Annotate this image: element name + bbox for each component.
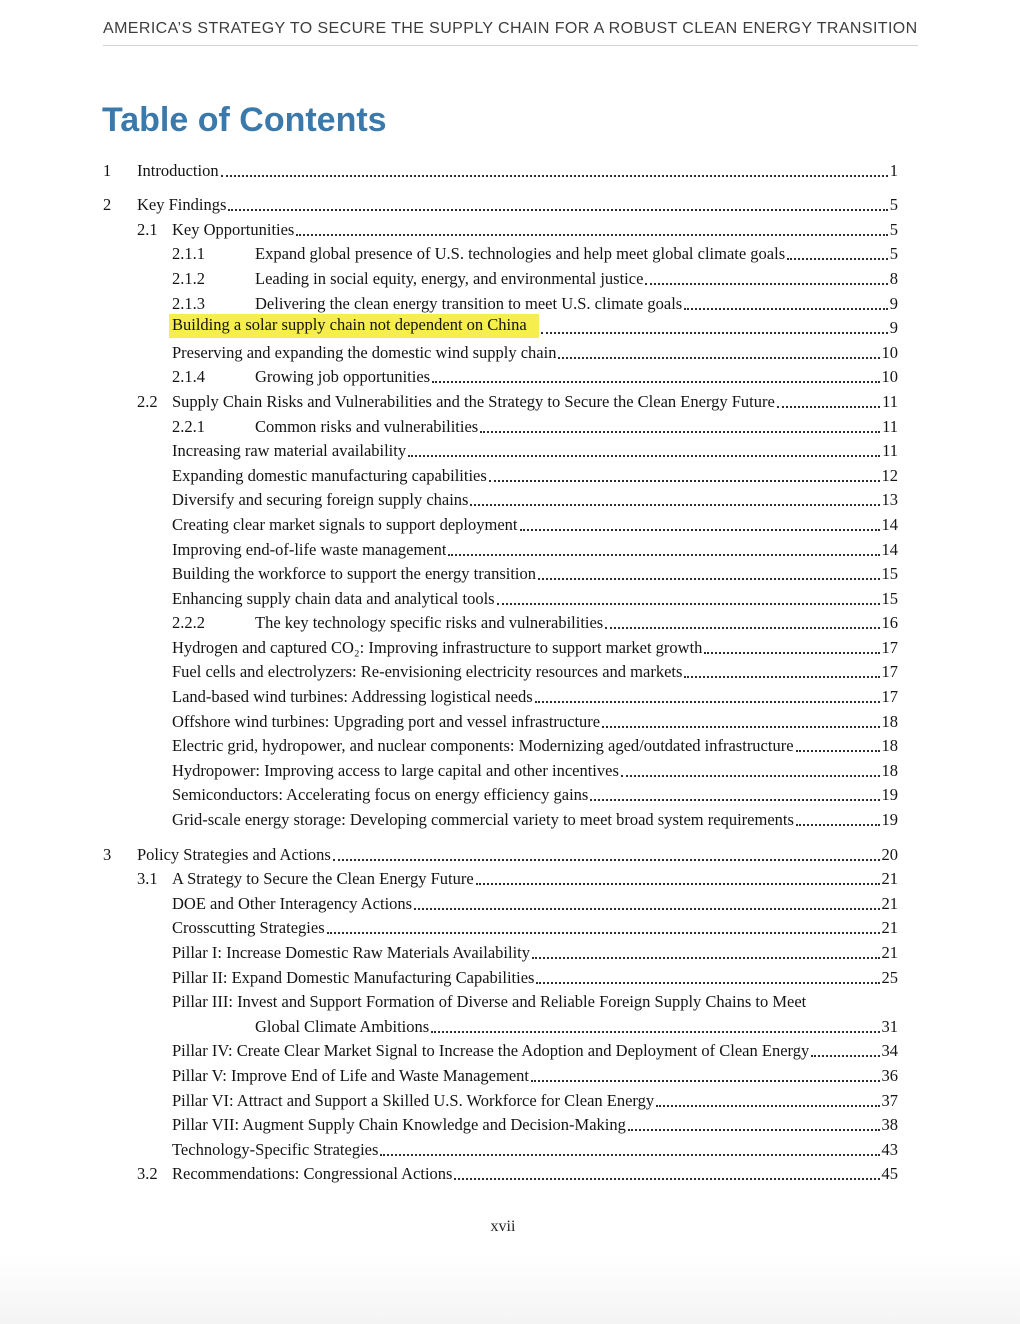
toc-entry-label: A Strategy to Secure the Clean Energy Future — [172, 869, 474, 889]
toc-leader-dots — [602, 726, 879, 728]
toc-page-number: 11 — [882, 416, 898, 436]
toc-page-number: 17 — [881, 637, 898, 657]
toc-entry-label: Key Findings — [137, 195, 227, 215]
toc-entry[interactable] — [103, 963, 898, 988]
toc-entry[interactable] — [103, 840, 898, 865]
toc-entry-label: Introduction — [137, 160, 219, 180]
toc-entry-label: Pillar V: Improve End of Life and Waste Management — [172, 1065, 529, 1085]
toc-entry[interactable] — [103, 1037, 898, 1062]
toc-leader-dots — [645, 283, 887, 285]
toc-entry[interactable] — [103, 363, 898, 388]
toc-entry-label: Common risks and vulnerabilities — [255, 416, 479, 436]
toc-leader-dots — [221, 175, 888, 177]
toc-page-number: 18 — [881, 711, 898, 731]
toc-leader-dots — [408, 455, 880, 457]
toc-page-number: 25 — [881, 967, 898, 987]
toc-leader-dots — [787, 258, 888, 260]
toc-leader-dots — [532, 957, 879, 959]
toc-page-number: 11 — [882, 441, 898, 461]
toc-leader-dots — [520, 529, 880, 531]
toc-leader-dots — [796, 824, 880, 826]
toc-entry[interactable] — [103, 889, 898, 914]
toc-entry[interactable] — [103, 338, 898, 363]
toc-page-number: 21 — [881, 893, 898, 913]
toc-entry-label: Supply Chain Risks and Vulnerabilities and the Strategy to Secure the Clean Energy Future — [172, 391, 775, 411]
toc-page-number: 19 — [881, 785, 898, 805]
toc-entry[interactable] — [103, 732, 898, 757]
toc-page-number: 8 — [889, 268, 898, 288]
footer-page-number: xvii — [490, 1218, 516, 1235]
toc-page-number: 31 — [881, 1016, 898, 1036]
toc-leader-dots — [432, 381, 879, 383]
toc-entry-label: Land-based wind turbines: Addressing logistical needs — [172, 687, 533, 707]
toc-leader-dots — [796, 750, 880, 752]
toc-entry-label: Electric grid, hydropower, and nuclear components: Modernizing aged/outdated infrastructure — [172, 736, 794, 756]
toc-entry-label: Creating clear market signals to support deployment — [172, 514, 518, 534]
toc-page-number: 37 — [881, 1090, 898, 1110]
toc-entry-number: 2.2 — [137, 391, 158, 411]
toc-leader-dots — [538, 578, 880, 580]
toc-page-number: 15 — [881, 564, 898, 584]
toc-entry[interactable] — [103, 1111, 898, 1136]
toc-entry-label: Global Climate Ambitions — [255, 1016, 430, 1036]
toc-page-number: 10 — [881, 367, 898, 387]
toc-page-number: 14 — [881, 539, 898, 559]
toc-entry-label: Pillar II: Expand Domestic Manufacturing Capabilities — [172, 967, 535, 987]
toc-entry-label: Fuel cells and electrolyzers: Re-envisioning electricity resources and markets — [172, 662, 683, 682]
toc-page-number: 12 — [881, 465, 898, 485]
toc-entry-label: Expand global presence of U.S. technologies and help meet global climate goals — [255, 244, 786, 264]
toc-leader-dots — [535, 701, 880, 703]
toc-entry-number: 2.1.4 — [172, 367, 205, 387]
toc-entry[interactable] — [103, 412, 898, 437]
toc-entry[interactable] — [103, 865, 898, 890]
toc-entry-label: Preserving and expanding the domestic wind supply chain — [172, 342, 557, 362]
toc-page-number: 9 — [889, 318, 898, 338]
toc-entry-number: 2.2.1 — [172, 416, 205, 436]
toc-page-number: 17 — [881, 687, 898, 707]
toc-leader-dots — [621, 775, 880, 777]
toc-leader-dots — [448, 554, 879, 556]
toc-entry-label: Pillar VII: Augment Supply Chain Knowledge and Decision-Making — [172, 1115, 626, 1135]
toc-entry-label: Pillar IV: Create Clear Market Signal to Increase the Adoption and Deployment of Clean Energy — [172, 1041, 810, 1061]
toc-entry[interactable] — [103, 1135, 898, 1160]
toc-entry-number: 2.1.2 — [172, 268, 205, 288]
toc-page-number: 18 — [881, 736, 898, 756]
toc-entry[interactable] — [103, 1012, 898, 1037]
toc-leader-dots — [380, 1154, 879, 1156]
toc-leader-dots — [476, 883, 880, 885]
toc-leader-dots — [536, 982, 879, 984]
toc-entry[interactable] — [103, 938, 898, 963]
toc-leader-dots — [414, 908, 879, 910]
toc-page-number: 13 — [881, 490, 898, 510]
toc-page-number: 16 — [881, 613, 898, 633]
toc-entry[interactable] — [103, 1086, 898, 1111]
toc-leader-dots — [228, 209, 887, 211]
toc-entry-number: 2 — [103, 195, 112, 215]
toc-leader-dots — [590, 799, 879, 801]
toc-leader-dots — [605, 627, 879, 629]
toc-page-number: 43 — [881, 1139, 898, 1159]
toc-page-number: 20 — [881, 844, 898, 864]
toc-page-number: 17 — [881, 662, 898, 682]
toc-entry[interactable] — [103, 387, 898, 412]
toc-page-number: 18 — [881, 760, 898, 780]
toc-page-number: 5 — [889, 244, 898, 264]
toc-page-number: 21 — [881, 943, 898, 962]
toc-page-number: 1 — [889, 160, 898, 180]
toc-entry-label: Recommendations: Congressional Actions — [172, 1164, 453, 1184]
toc-entry-label: Offshore wind turbines: Upgrading port and vessel infrastructure — [172, 711, 601, 731]
toc-leader-dots — [431, 1031, 879, 1033]
toc-page-number: 36 — [881, 1065, 898, 1085]
toc-entry[interactable] — [103, 240, 898, 265]
toc-entry[interactable] — [103, 914, 898, 939]
toc-entry-label: Pillar III: Invest and Support Formation of Diverse and Reliable Foreign Supply Chains to Meet — [172, 992, 807, 1012]
toc-leader-dots — [489, 480, 880, 482]
toc-entry-number: 2.1.1 — [172, 244, 205, 264]
toc-leader-dots — [628, 1129, 880, 1131]
toc-entry[interactable] — [103, 535, 898, 560]
toc-leader-dots — [470, 504, 879, 506]
running-header: AMERICA’S STRATEGY TO SECURE THE SUPPLY CHAIN FOR A ROBUST CLEAN ENERGY TRANSITION — [103, 20, 918, 37]
toc-entry[interactable] — [103, 437, 898, 462]
toc-leader-dots — [454, 1178, 879, 1180]
toc-entry[interactable] — [103, 156, 898, 181]
toc-page-number: 5 — [889, 195, 898, 215]
header-rule — [103, 45, 918, 46]
toc-page-number: 14 — [881, 514, 898, 534]
table-of-contents — [103, 146, 898, 1184]
toc-entry[interactable] — [103, 1160, 898, 1185]
toc-leader-dots — [497, 603, 880, 605]
toc-entry-label: Hydrogen and captured CO₂: Improving infrastructure to support market growth — [172, 637, 703, 657]
toc-entry-label: Policy Strategies and Actions — [137, 844, 331, 864]
toc-entry-label: Diversify and securing foreign supply chains — [172, 490, 469, 510]
toc-page-number: 21 — [881, 869, 898, 889]
toc-leader-dots — [656, 1105, 879, 1107]
toc-entry[interactable] — [103, 461, 898, 486]
toc-leader-dots — [684, 676, 879, 678]
toc-entry-number: 2.1.3 — [172, 293, 205, 313]
toc-entry-label: Expanding domestic manufacturing capabilities — [172, 465, 487, 485]
toc-leader-dots — [558, 357, 879, 359]
toc-entry-label: Technology-Specific Strategies — [172, 1139, 379, 1159]
toc-entry[interactable] — [103, 805, 898, 830]
toc-entry-label: Semiconductors: Accelerating focus on energy efficiency gains — [172, 785, 589, 805]
toc-entry-number: 3.1 — [137, 869, 158, 889]
toc-entry[interactable] — [103, 707, 898, 732]
toc-leader-dots — [480, 431, 880, 433]
toc-entry[interactable] — [103, 289, 898, 314]
toc-entry-label: Increasing raw material availability — [172, 441, 407, 461]
page-bottom-fade — [0, 1254, 1020, 1324]
toc-entry[interactable] — [103, 215, 898, 240]
toc-page-number: 11 — [882, 391, 898, 411]
toc-page-number: 45 — [881, 1164, 898, 1184]
toc-entry-number: 3 — [103, 844, 112, 864]
toc-entry[interactable] — [103, 191, 898, 216]
toc-entry-label: DOE and Other Interagency Actions — [172, 893, 413, 913]
toc-leader-dots — [333, 859, 880, 861]
toc-page-number: 5 — [889, 219, 898, 239]
toc-entry[interactable] — [103, 486, 898, 511]
page-title: Table of Contents — [102, 101, 387, 139]
toc-entry-label: Pillar I: Increase Domestic Raw Materials Availability — [172, 943, 531, 962]
toc-entry[interactable] — [103, 658, 898, 683]
toc-entry-label: Pillar VI: Attract and Support a Skilled U.S. Workforce for Clean Energy — [172, 1090, 655, 1110]
toc-entry-label: Growing job opportunities — [255, 367, 431, 387]
toc-page-number: 38 — [881, 1115, 898, 1135]
toc-page-number: 15 — [881, 588, 898, 608]
toc-entry-label: Leading in social equity, energy, and environmental justice — [255, 268, 644, 288]
toc-entry[interactable] — [103, 633, 898, 658]
toc-entry[interactable] — [103, 560, 898, 585]
toc-leader-dots — [541, 332, 888, 334]
toc-leader-dots — [704, 652, 879, 654]
toc-entry-number: 2.2.2 — [172, 613, 205, 633]
toc-entry-label: Key Opportunities — [172, 219, 295, 239]
toc-entry[interactable] — [103, 264, 898, 289]
toc-entry[interactable] — [103, 510, 898, 535]
toc-entry-number: 1 — [103, 160, 112, 180]
toc-entry-label: Delivering the clean energy transition to meet U.S. climate goals — [255, 293, 683, 313]
toc-page-number: 10 — [881, 342, 898, 362]
toc-leader-dots — [811, 1055, 879, 1057]
toc-entry[interactable] — [103, 682, 898, 707]
toc-page-number: 34 — [881, 1041, 898, 1061]
toc-page-number: 21 — [881, 918, 898, 938]
toc-entry-label: Grid-scale energy storage: Developing commercial variety to meet broad system requirements — [172, 810, 794, 830]
toc-entry-label: The key technology specific risks and vulnerabilities — [255, 613, 604, 633]
toc-leader-dots — [684, 308, 888, 310]
toc-entry-label: Hydropower: Improving access to large capital and other incentives — [172, 760, 619, 780]
toc-page-number: 19 — [881, 810, 898, 830]
toc-entry-label: Enhancing supply chain data and analytical tools — [172, 588, 495, 608]
toc-entry[interactable] — [103, 781, 898, 806]
toc-leader-dots — [296, 234, 887, 236]
toc-entry-label: Improving end-of-life waste management — [172, 539, 447, 559]
toc-leader-dots — [531, 1080, 880, 1082]
toc-entry[interactable] — [103, 756, 898, 781]
toc-entry-number: 2.1 — [137, 219, 158, 239]
toc-leader-dots — [777, 406, 880, 408]
toc-leader-dots — [327, 932, 880, 934]
toc-entry-label: Building the workforce to support the energy transition — [172, 564, 536, 584]
toc-entry[interactable] — [103, 584, 898, 609]
toc-entry[interactable] — [103, 1061, 898, 1086]
toc-page-number: 9 — [889, 293, 898, 313]
toc-entry-label: Crosscutting Strategies — [172, 918, 325, 938]
toc-entry-number: 3.2 — [137, 1164, 158, 1184]
toc-entry[interactable] — [103, 988, 898, 1013]
toc-entry[interactable] — [103, 314, 898, 339]
toc-entry[interactable] — [103, 609, 898, 634]
toc-entry-label-highlighted: Building a solar supply chain not dependent on China — [169, 314, 539, 338]
